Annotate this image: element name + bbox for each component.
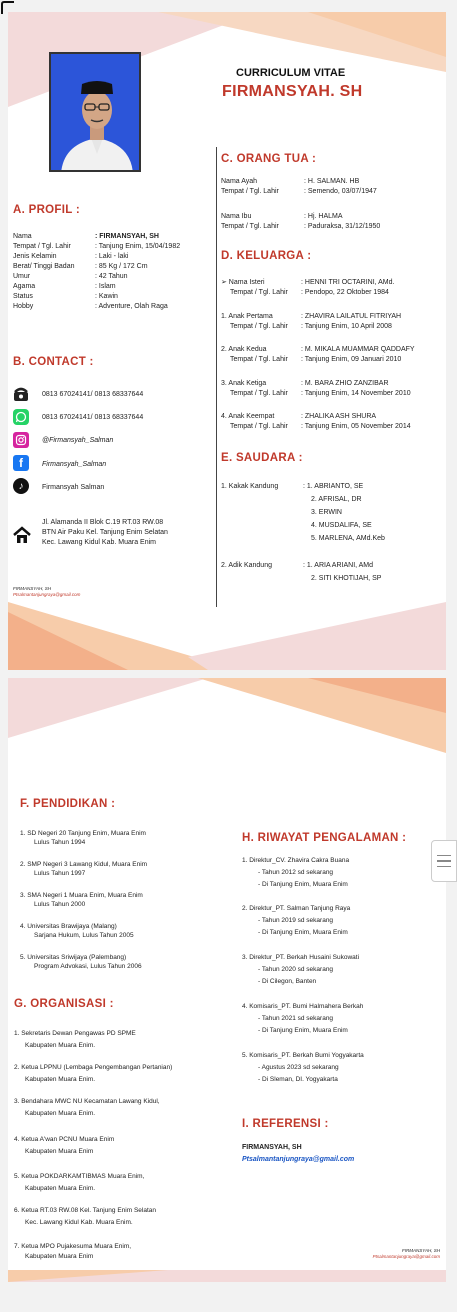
riwayat-detail: - Di Tanjung Enim, Muara Enim (258, 929, 348, 936)
kakak-item: 4. MUSDALIFA, SE (311, 522, 372, 529)
organisasi-detail: Kabupaten Muara Enim. (25, 1076, 96, 1083)
organisasi-detail: Kec. Lawang Kidul Kab. Muara Enim. (25, 1219, 133, 1226)
riwayat-detail: - Tahun 2012 sd sekarang (258, 869, 334, 876)
riwayat-detail: - Tahun 2020 sd sekarang (258, 966, 334, 973)
signature-name: FIRMANSYAH, SH (13, 586, 52, 591)
keluarga-label: 3. Anak Ketiga (221, 380, 267, 387)
organisasi-item: 2. Ketua LPPNU (Lembaga Pengembangan Pertanian) (14, 1064, 173, 1071)
profil-label: Agama (13, 283, 36, 290)
kakak-item: : 1. ABRIANTO, SE (303, 483, 364, 490)
cv-page-1 (8, 12, 446, 670)
organisasi-item: 3. Bendahara MWC NU Kecamatan Lawang Kidul, (14, 1098, 160, 1105)
keluarga-label: Tempat / Tgl. Lahir (230, 390, 288, 397)
profil-value: : FIRMANSYAH, SH (95, 233, 159, 240)
column-divider (216, 147, 217, 607)
profil-label: Tempat / Tgl. Lahir (13, 243, 71, 250)
orang-tua-value: : Semendo, 03/07/1947 (304, 188, 377, 195)
profile-photo (49, 52, 141, 172)
keluarga-value: : Pendopo, 22 Oktober 1984 (301, 289, 389, 296)
profil-value: : 85 Kg / 172 Cm (95, 263, 148, 270)
pendidikan-item: 2. SMP Negeri 3 Lawang Kidul, Muara Enim (20, 861, 148, 868)
riwayat-item: 2. Direktur_PT. Salman Tanjung Raya (242, 905, 351, 912)
riwayat-detail: - Di Sleman, DI. Yogyakarta (258, 1076, 338, 1083)
signature-name: FIRMANSYAH, SH (401, 1248, 440, 1253)
organisasi-detail: Kabupaten Muara Enim. (25, 1110, 96, 1117)
keluarga-value: : Tanjung Enim, 14 November 2010 (301, 390, 411, 397)
keluarga-value: : M. BARA ZHIO ZANZIBAR (301, 380, 389, 387)
cv-page-2 (8, 678, 446, 1282)
orang-tua-label: Nama Ayah (221, 178, 258, 185)
tiktok-handle[interactable]: Firmansyah Salman (42, 484, 105, 491)
organisasi-detail: Kabupaten Muara Enim (25, 1253, 94, 1260)
organisasi-detail: Kabupaten Muara Enim. (25, 1042, 96, 1049)
profil-value: : Adventure, Olah Raga (95, 303, 168, 310)
instagram-icon (13, 432, 29, 448)
profil-label: Umur (13, 273, 31, 280)
referensi-name: FIRMANSYAH, SH (242, 1144, 302, 1151)
menu-button[interactable] (431, 840, 457, 882)
riwayat-item: 1. Direktur_CV. Zhavira Cakra Buana (242, 857, 350, 864)
keluarga-label: Tempat / Tgl. Lahir (230, 356, 288, 363)
profil-label: Hobby (13, 303, 34, 310)
orang-tua-label: Nama Ibu (221, 213, 252, 220)
keluarga-label: 1. Anak Pertama (221, 313, 273, 320)
menu-line (437, 860, 451, 862)
pendidikan-detail: Lulus Tahun 1997 (34, 870, 86, 877)
profil-label: Nama (13, 233, 32, 240)
orang-tua-value: : H. SALMAN. HB (304, 178, 360, 185)
keluarga-value: : HENNI TRI OCTARINI, AMd. (301, 279, 395, 286)
organisasi-item: 5. Ketua POKDARKAMTIBMAS Muara Enim, (14, 1173, 145, 1180)
keluarga-label: 4. Anak Keempat (221, 413, 275, 420)
orang-tua-value: : Paduraksa, 31/12/1950 (304, 223, 381, 230)
orang-tua-label: Tempat / Tgl. Lahir (221, 223, 279, 230)
facebook-handle[interactable]: Firmansyah_Salman (42, 461, 107, 468)
phone-number[interactable]: 0813 67024141/ 0813 68337644 (42, 391, 144, 398)
tiktok-icon: ♪ (13, 478, 29, 494)
menu-line (437, 866, 451, 868)
saudara-heading: E. SAUDARA : (221, 452, 303, 464)
adik-item: : 1. ARIA ARIANI, AMd (303, 562, 374, 569)
kakak-item: 5. MARLENA, AMd.Keb (311, 535, 385, 542)
address-line: BTN Air Paku Kel. Tanjung Enim Selatan (42, 529, 168, 536)
profil-value: : Islam (95, 283, 116, 290)
riwayat-detail: - Di Cilegon, Banten (258, 978, 317, 985)
pendidikan-detail: Program Advokasi, Lulus Tahun 2006 (34, 963, 142, 970)
organisasi-item: 1. Sekretaris Dewan Pengawas PD SPME (14, 1030, 136, 1037)
keluarga-value: : Tanjung Enim, 05 November 2014 (301, 423, 411, 430)
document-title: CURRICULUM VITAE (236, 67, 346, 79)
instagram-handle[interactable]: @Firmansyah_Salman (42, 437, 114, 444)
orang-tua-heading: C. ORANG TUA : (221, 153, 317, 165)
riwayat-item: 5. Komisaris_PT. Berkah Bumi Yogyakarta (242, 1052, 364, 1059)
adik-item: 2. SITI KHOTIJAH, SP (311, 575, 382, 582)
riwayat-item: 3. Direktur_PT. Berkah Husaini Sukowati (242, 954, 360, 961)
profil-value: : 42 Tahun (95, 273, 128, 280)
pendidikan-item: 4. Universitas Brawijaya (Malang) (20, 923, 117, 930)
keluarga-label: Tempat / Tgl. Lahir (230, 423, 288, 430)
address-line: Jl. Alamanda II Blok C.19 RT.03 RW.08 (42, 519, 164, 526)
decorative-triangles-top (8, 678, 446, 768)
keluarga-value: : M. MIKALA MUAMMAR QADDAFY (301, 346, 415, 353)
phone-icon (13, 386, 29, 402)
home-icon (13, 526, 31, 544)
riwayat-item: 4. Komisaris_PT. Bumi Halmahera Berkah (242, 1003, 364, 1010)
pendidikan-detail: Lulus Tahun 2000 (34, 901, 86, 908)
riwayat-detail: - Di Tanjung Enim, Muara Enim (258, 881, 348, 888)
signature-email[interactable]: Ptsalmantanjungraya@gmail.com (13, 592, 81, 597)
orang-tua-label: Tempat / Tgl. Lahir (221, 188, 279, 195)
keluarga-heading: D. KELUARGA : (221, 250, 312, 262)
decorative-triangles-bottom (8, 1270, 446, 1282)
facebook-icon: f (13, 455, 29, 471)
keluarga-label: Tempat / Tgl. Lahir (230, 289, 288, 296)
riwayat-detail: - Tahun 2019 sd sekarang (258, 917, 334, 924)
kakak-item: 2. AFRISAL, DR (311, 496, 362, 503)
signature-block (373, 1248, 440, 1260)
profil-label: Jenis Kelamin (13, 253, 57, 260)
organisasi-item: 4. Ketua A'wan PCNU Muara Enim (14, 1136, 115, 1143)
keluarga-label: Tempat / Tgl. Lahir (230, 323, 288, 330)
referensi-email[interactable]: Ptsalmantanjungraya@gmail.com (242, 1156, 355, 1163)
whatsapp-icon (13, 409, 29, 425)
referensi-heading: I. REFERENSI : (242, 1118, 329, 1130)
pendidikan-detail: Sarjana Hukum, Lulus Tahun 2005 (34, 932, 134, 939)
pendidikan-item: 1. SD Negeri 20 Tanjung Enim, Muara Enim (20, 830, 146, 837)
profil-label: Status (13, 293, 33, 300)
organisasi-item: 7. Ketua MPO Pujakesuma Muara Enim, (14, 1243, 132, 1250)
profil-value: : Laki - laki (95, 253, 129, 260)
signature-block (13, 586, 80, 598)
person-name: FIRMANSYAH. SH (222, 83, 363, 100)
pendidikan-detail: Lulus Tahun 1994 (34, 839, 86, 846)
profil-label: Berat/ Tinggi Badan (13, 263, 75, 270)
pendidikan-item: 5. Universitas Sriwijaya (Palembang) (20, 954, 127, 961)
menu-line (437, 855, 451, 857)
profil-heading: A. PROFIL : (13, 204, 80, 216)
kakak-label: 1. Kakak Kandung (221, 483, 279, 490)
contact-heading: B. CONTACT : (13, 356, 94, 368)
organisasi-detail: Kabupaten Muara Enim (25, 1148, 94, 1155)
decorative-triangles-bottom (8, 602, 446, 670)
keluarga-value: : ZHALIKA ASH SHURA (301, 413, 377, 420)
keluarga-value: : Tanjung Enim, 09 Januari 2010 (301, 356, 402, 363)
riwayat-detail: - Di Tanjung Enim, Muara Enim (258, 1027, 348, 1034)
orang-tua-value: : Hj. HALMA (304, 213, 343, 220)
profil-value: : Kawin (95, 293, 118, 300)
address-line: Kec. Lawang Kidul Kab. Muara Enim (42, 539, 157, 546)
adik-label: 2. Adik Kandung (221, 562, 272, 569)
organisasi-heading: G. ORGANISASI : (14, 998, 114, 1010)
keluarga-value: : ZHAVIRA LAILATUL FITRIYAH (301, 313, 402, 320)
signature-email[interactable]: Ptsalmantanjungraya@gmail.com (372, 1254, 440, 1259)
kakak-item: 3. ERWIN (311, 509, 342, 516)
keluarga-label: 2. Anak Kedua (221, 346, 267, 353)
pendidikan-heading: F. PENDIDIKAN : (20, 798, 116, 810)
keluarga-value: : Tanjung Enim, 10 April 2008 (301, 323, 392, 330)
keluarga-label: ➢ Nama Isteri (221, 279, 265, 286)
riwayat-detail: - Tahun 2021 sd sekarang (258, 1015, 334, 1022)
organisasi-detail: Kabupaten Muara Enim. (25, 1185, 96, 1192)
riwayat-heading: H. RIWAYAT PENGALAMAN : (242, 832, 407, 844)
whatsapp-number[interactable]: 0813 67024141/ 0813 68337644 (42, 414, 144, 421)
riwayat-detail: - Agustus 2023 sd sekarang (258, 1064, 339, 1071)
organisasi-item: 6. Ketua RT.03 RW.08 Kel. Tanjung Enim Selatan (14, 1207, 157, 1214)
corner-mark (0, 0, 16, 16)
profil-value: : Tanjung Enim, 15/04/1982 (95, 243, 181, 250)
pendidikan-item: 3. SMA Negeri 1 Muara Enim, Muara Enim (20, 892, 143, 899)
